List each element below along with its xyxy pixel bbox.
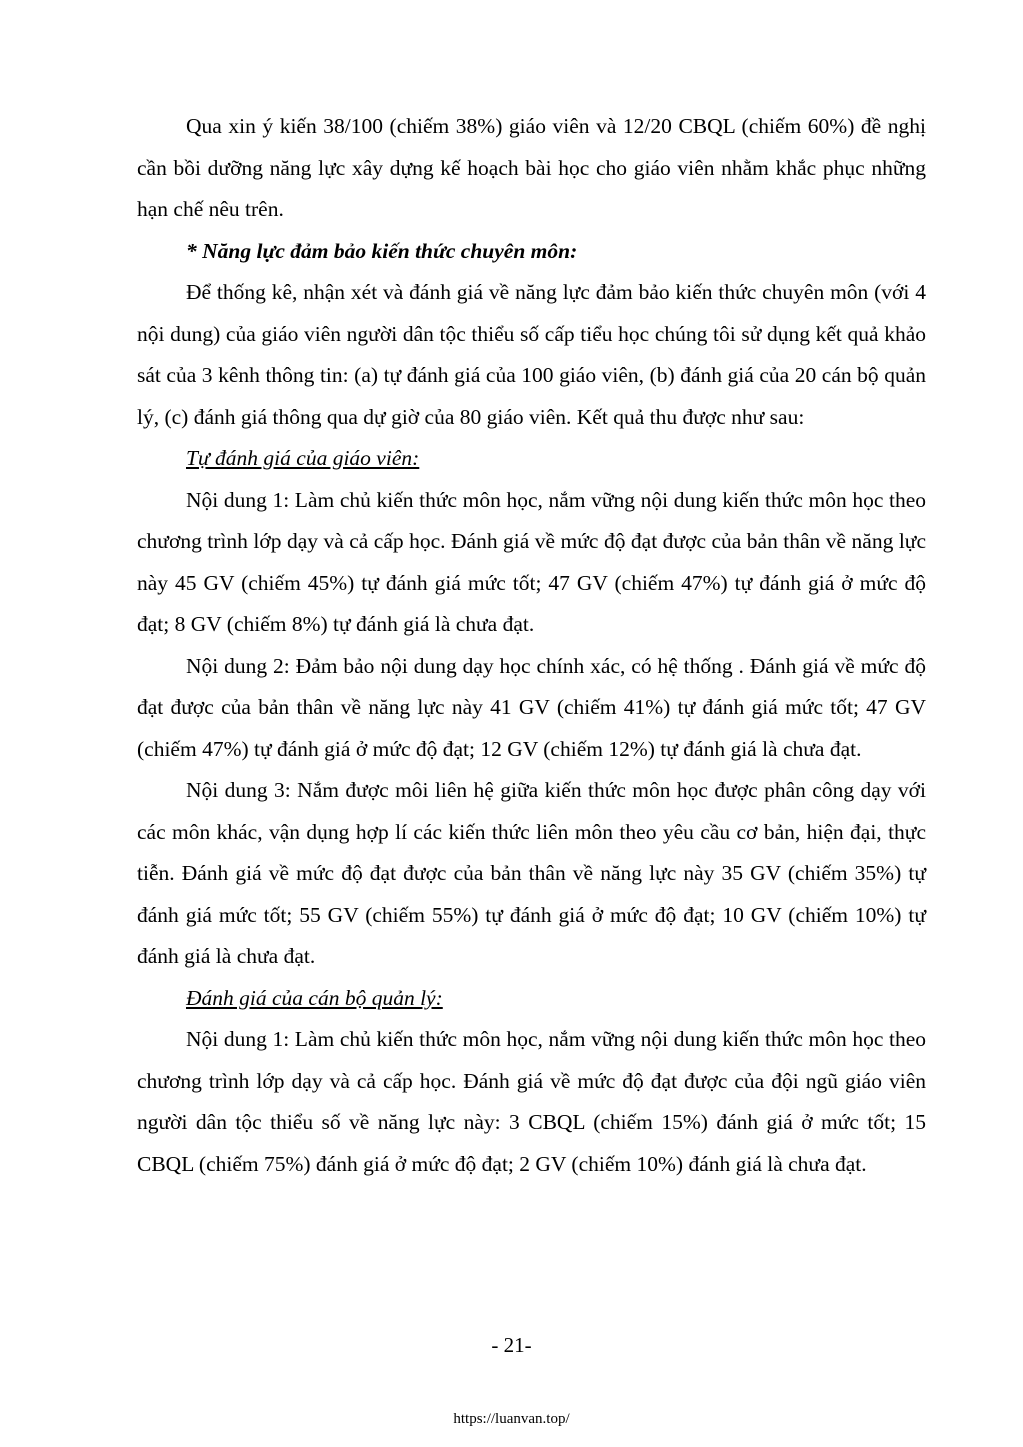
- page-number: - 21-: [491, 1333, 532, 1357]
- paragraph-self-content-1: Nội dung 1: Làm chủ kiến thức môn học, nắm vững nội dung kiến thức môn học theo chương trình lớp dạy và cả cấp học. Đánh giá về mức độ đạt được của bản thân về năng lực này 45 GV (chiếm 45%) tự đánh giá mức tốt; 47 GV (chiếm 47%) tự đánh giá ở mức độ đạt; 8 GV (chiếm 8%) tự đánh giá là chưa đạt.: [137, 487, 926, 636]
- footer-url-link[interactable]: https://luanvan.top/: [453, 1411, 570, 1427]
- subheading-manager-assessment: Đánh giá của cán bộ quản lý:: [186, 985, 443, 1010]
- paragraph-self-content-2: Nội dung 2: Đảm bảo nội dung dạy học chính xác, có hệ thống . Đánh giá về mức độ đạt được của bản thân về năng lực này 41 GV (chiếm 41%) tự đánh giá mức tốt; 47 GV (chiếm 47%) tự đánh giá ở mức độ đạt; 12 GV (chiếm 12%) tự đánh giá là chưa đạt.: [137, 653, 926, 761]
- paragraph-survey-summary: Qua xin ý kiến 38/100 (chiếm 38%) giáo viên và 12/20 CBQL (chiếm 60%) đề nghị cần bồi dưỡng năng lực xây dựng kế hoạch bài học cho giáo viên nhằm khắc phục những hạn chế nêu trên.: [137, 114, 926, 221]
- paragraph-self-content-3: Nội dung 3: Nắm được môi liên hệ giữa kiến thức môn học được phân công dạy với các môn khác, vận dụng hợp lí các kiến thức liên môn theo yêu cầu cơ bản, hiện đại, thực tiễn. Đánh giá về mức độ đạt được của bản thân về năng lực này 35 GV (chiếm 35%) tự đánh giá mức tốt; 55 GV (chiếm 55%) tự đánh giá ở mức độ đạt; 10 GV (chiếm 10%) tự đánh giá là chưa đạt.: [137, 778, 926, 968]
- paragraph-methodology: Để thống kê, nhận xét và đánh giá về năng lực đảm bảo kiến thức chuyên môn (với 4 nội dung) của giáo viên người dân tộc thiểu số cấp tiểu học chúng tôi sử dụng kết quả khảo sát của 3 kênh thông tin: (a) tự đánh giá của 100 giáo viên, (b) đánh giá của 20 cán bộ quản lý, (c) đánh giá thông qua dự giờ của 80 giáo viên. Kết quả thu được như sau:: [137, 280, 926, 429]
- subheading-teacher-self-assessment: Tự đánh giá của giáo viên:: [186, 446, 420, 470]
- section-heading-professional-knowledge: * Năng lực đảm bảo kiến thức chuyên môn:: [186, 238, 578, 263]
- document-body: [137, 106, 926, 1185]
- paragraph-manager-content-1: Nội dung 1: Làm chủ kiến thức môn học, nắm vững nội dung kiến thức môn học theo chương trình lớp dạy và cả cấp học. Đánh giá về mức độ đạt được của đội ngũ giáo viên người dân tộc thiểu số về năng lực này: 3 CBQL (chiếm 15%) đánh giá ở mức tốt; 15 CBQL (chiếm 75%) đánh giá ở mức độ đạt; 2 GV (chiếm 10%) đánh giá là chưa đạt.: [137, 1027, 926, 1176]
